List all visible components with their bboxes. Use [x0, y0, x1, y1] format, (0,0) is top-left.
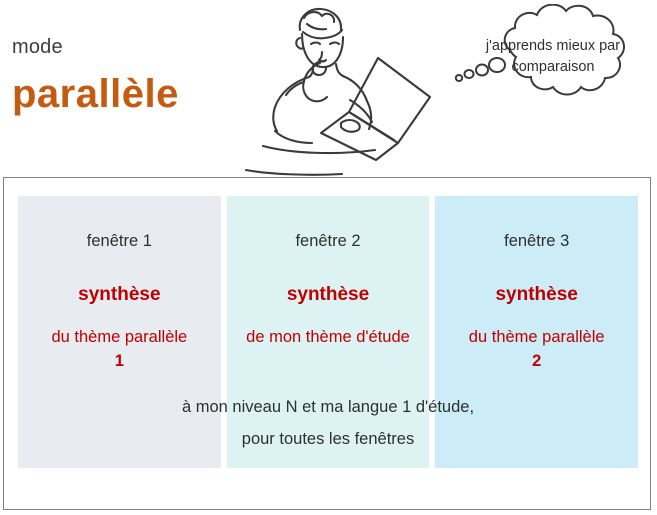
- panel-footer-line-2: pour toutes les fenêtres: [241, 430, 415, 448]
- window-1-subtitle-emphasis: 1: [114, 351, 124, 370]
- thought-bubble-text: j'apprends mieux par comparaison: [485, 38, 621, 76]
- window-column-1[interactable]: [18, 196, 221, 468]
- windows-columns: [18, 196, 638, 468]
- window-2-keyword: synthèse: [286, 284, 370, 305]
- windows-panel: [3, 177, 651, 510]
- window-column-3[interactable]: [435, 196, 638, 468]
- window-3-title: fenêtre 3: [504, 232, 570, 250]
- window-3-subtitle-emphasis: 2: [532, 351, 542, 370]
- window-1-subtitle: [18, 326, 221, 374]
- person-at-laptop-illustration: [208, 0, 438, 178]
- mode-title: parallèle: [12, 72, 179, 116]
- window-2-subtitle-text: de mon thème d'étude: [246, 328, 410, 346]
- window-3-subtitle: [435, 326, 638, 374]
- panel-footer-line-1: à mon niveau N et ma langue 1 d'étude,: [181, 398, 475, 416]
- window-1-keyword: synthèse: [78, 284, 161, 305]
- window-column-2[interactable]: [227, 196, 430, 468]
- window-3-subtitle-text: du thème parallèle: [468, 328, 605, 346]
- header: [0, 0, 657, 175]
- window-2-subtitle: [227, 326, 430, 350]
- window-3-keyword: synthèse: [495, 284, 578, 305]
- window-1-subtitle-text: du thème parallèle: [51, 328, 188, 346]
- window-2-title: fenêtre 2: [295, 232, 361, 250]
- mode-label: mode: [12, 36, 63, 58]
- window-1-title: fenêtre 1: [86, 232, 152, 250]
